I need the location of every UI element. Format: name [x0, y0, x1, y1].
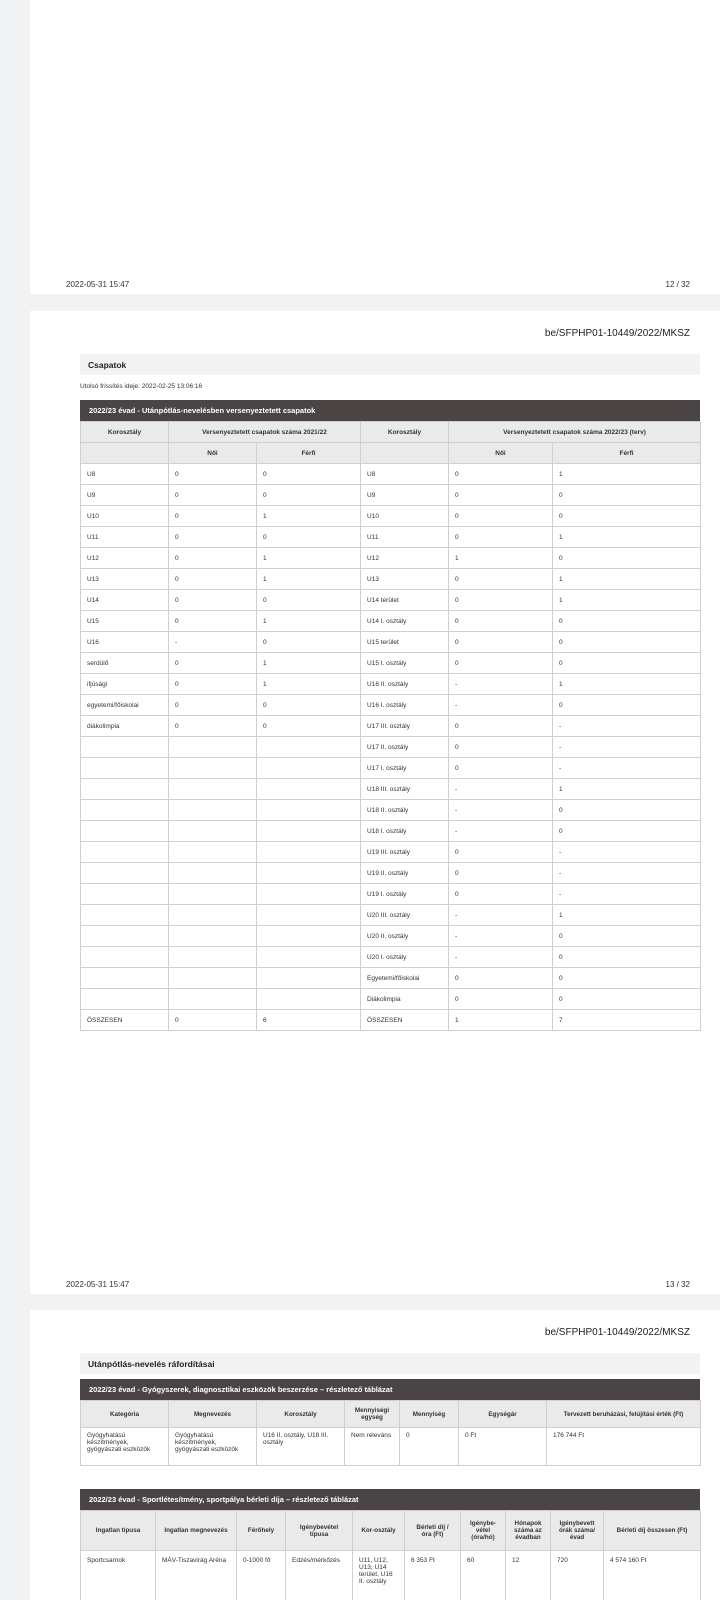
- table-header-cell: Bérleti díj összesen (Ft): [604, 1511, 701, 1551]
- table-cell: 0: [449, 737, 553, 758]
- table-row: [81, 737, 701, 758]
- table-cell: 0: [400, 1428, 459, 1466]
- table-header-cell: Ingatlan megnevezés: [156, 1511, 237, 1551]
- table-cell: U14: [81, 590, 169, 611]
- table-row: [81, 590, 701, 611]
- table-row: [81, 716, 701, 737]
- table-cell: [257, 821, 361, 842]
- table-cell: -: [449, 800, 553, 821]
- table-cell: [169, 989, 257, 1010]
- header-ferfi-2: Férfi: [553, 443, 701, 464]
- table-cell: 0: [169, 674, 257, 695]
- table-cell: U10: [81, 506, 169, 527]
- table-cell: 7: [553, 1010, 701, 1031]
- table-row: [81, 821, 701, 842]
- table-cell: U16 I. osztály: [361, 695, 449, 716]
- table-cell: -: [553, 842, 701, 863]
- table-cell: U9: [361, 485, 449, 506]
- footer-page-number: 12 / 32: [665, 280, 690, 289]
- table-cell: U20 III. osztály: [361, 905, 449, 926]
- table-cell: 0: [449, 842, 553, 863]
- table-row: [81, 1551, 701, 1600]
- table-cell: 0: [553, 968, 701, 989]
- table-cell: -: [449, 674, 553, 695]
- table-cell: -: [449, 947, 553, 968]
- table-cell: 0: [553, 485, 701, 506]
- rental-table-header-row: [81, 1511, 701, 1551]
- table-row: [81, 947, 701, 968]
- table-cell: U12: [81, 548, 169, 569]
- table-cell: [169, 884, 257, 905]
- table-cell: 0: [257, 485, 361, 506]
- table-cell: [169, 758, 257, 779]
- table-cell: [81, 800, 169, 821]
- table-row: [81, 527, 701, 548]
- table-cell: 0: [449, 989, 553, 1010]
- table-cell: 0: [257, 527, 361, 548]
- table-cell: 0: [169, 590, 257, 611]
- table-cell: [169, 737, 257, 758]
- header-ferfi: Férfi: [257, 443, 361, 464]
- table-cell: [81, 884, 169, 905]
- table-cell: [81, 821, 169, 842]
- table-cell: 1: [257, 653, 361, 674]
- table-cell: U20 II. osztály: [361, 926, 449, 947]
- table-cell: 1: [257, 611, 361, 632]
- table-cell: [81, 989, 169, 1010]
- table-row: [81, 884, 701, 905]
- table-cell: U9: [81, 485, 169, 506]
- table-cell: 0: [553, 800, 701, 821]
- table-cell: 60: [461, 1551, 506, 1600]
- table-cell: -: [553, 716, 701, 737]
- table-cell: 1: [449, 548, 553, 569]
- table-cell: U17 I. osztály: [361, 758, 449, 779]
- table-row: [81, 674, 701, 695]
- table-cell: Egyetemi/főiskolai: [361, 968, 449, 989]
- table-cell: [169, 842, 257, 863]
- table-cell: 176 744 Ft: [547, 1428, 701, 1466]
- table-row: [81, 800, 701, 821]
- section-title-raforditasok: Utánpótlás-nevelés ráfordításai: [80, 1353, 700, 1374]
- table-cell: 0: [553, 506, 701, 527]
- table-cell: U18 III. osztály: [361, 779, 449, 800]
- table-cell: 0: [257, 632, 361, 653]
- table-cell: 1: [449, 1010, 553, 1031]
- footer-date: 2022-05-31 15:47: [66, 280, 130, 289]
- table-cell: 0: [169, 548, 257, 569]
- table-header-cell: Ingatlan típusa: [81, 1511, 156, 1551]
- table-cell: [169, 863, 257, 884]
- table-cell: [169, 926, 257, 947]
- table-cell: 1: [553, 590, 701, 611]
- table-cell: U17 III. osztály: [361, 716, 449, 737]
- table-cell: U15 I. osztály: [361, 653, 449, 674]
- table-cell: 1: [553, 569, 701, 590]
- table-cell: [257, 842, 361, 863]
- table-header-cell: Egységár: [459, 1401, 547, 1428]
- table-cell: 0: [553, 926, 701, 947]
- table-cell: U13: [361, 569, 449, 590]
- table-cell: U10: [361, 506, 449, 527]
- table-header-cell: Igénybevett órák száma/évad: [551, 1511, 604, 1551]
- table-cell: 0 Ft: [459, 1428, 547, 1466]
- table-cell: U18 I. osztály: [361, 821, 449, 842]
- table-row: [81, 758, 701, 779]
- table-cell: [257, 884, 361, 905]
- table-cell: 0: [449, 590, 553, 611]
- table-header-cell: Férőhely: [237, 1511, 286, 1551]
- teams-table-body: [81, 464, 701, 1031]
- footer-date: 2022-05-31 15:47: [66, 1280, 130, 1289]
- table-cell: [257, 968, 361, 989]
- rental-table-title: 2022/23 évad - Sportlétesítmény, sportpálya bérleti díja – részletező táblázat: [80, 1489, 700, 1510]
- table-cell: [169, 968, 257, 989]
- table-cell: [81, 779, 169, 800]
- table-cell: U12: [361, 548, 449, 569]
- table-header-cell: Bérleti díj / óra (Ft): [405, 1511, 461, 1551]
- table-cell: Edzés/mérkőzés: [286, 1551, 353, 1600]
- table-cell: [257, 800, 361, 821]
- table-cell: 0: [553, 632, 701, 653]
- table-row: [81, 1010, 701, 1031]
- document-page-12: [30, 0, 720, 294]
- table-cell: 0: [553, 611, 701, 632]
- table-cell: 0: [169, 1010, 257, 1031]
- table-cell: [169, 905, 257, 926]
- table-cell: 1: [553, 527, 701, 548]
- table-cell: [81, 926, 169, 947]
- table-cell: 0: [169, 695, 257, 716]
- table-cell: 0: [449, 632, 553, 653]
- table-cell: U16 II. osztály: [361, 674, 449, 695]
- table-cell: 1: [553, 464, 701, 485]
- table-cell: 0: [169, 464, 257, 485]
- document-id: be/SFPHP01-10449/2022/MKSZ: [544, 1327, 690, 1338]
- table-cell: 0: [553, 548, 701, 569]
- table-cell: -: [553, 863, 701, 884]
- document-id: be/SFPHP01-10449/2022/MKSZ: [544, 328, 690, 339]
- header-teams-2022-23: Versenyeztetett csapatok száma 2022/23 (terv): [449, 422, 701, 443]
- table-cell: U20 I. osztály: [361, 947, 449, 968]
- table-cell: -: [449, 926, 553, 947]
- table-row: [81, 842, 701, 863]
- table-cell: -: [449, 779, 553, 800]
- table-cell: [169, 821, 257, 842]
- table-header-cell: Kategória: [81, 1401, 169, 1428]
- table-cell: U17 II. osztály: [361, 737, 449, 758]
- table-cell: -: [169, 632, 257, 653]
- table-cell: 0: [449, 485, 553, 506]
- table-cell: 0: [169, 611, 257, 632]
- table-cell: U8: [361, 464, 449, 485]
- table-cell: 1: [257, 548, 361, 569]
- table-header-cell: Hónapok száma az évadban: [506, 1511, 551, 1551]
- header-noi: Női: [169, 443, 257, 464]
- table-cell: 0: [169, 716, 257, 737]
- table-row: [81, 779, 701, 800]
- table-cell: serdülő: [81, 653, 169, 674]
- table-cell: diákolimpia: [81, 716, 169, 737]
- header-korosztaly-2: Korosztály: [361, 422, 449, 443]
- table-header-cell: Kor-osztály: [353, 1511, 405, 1551]
- table-cell: -: [449, 821, 553, 842]
- table-cell: 0: [449, 758, 553, 779]
- table-cell: U13: [81, 569, 169, 590]
- table-cell: 0: [553, 989, 701, 1010]
- table-cell: 0: [169, 506, 257, 527]
- table-row: [81, 569, 701, 590]
- document-page-13: [30, 311, 720, 1294]
- header-empty-2: [361, 443, 449, 464]
- table-row: [81, 926, 701, 947]
- table-row: [81, 968, 701, 989]
- table-cell: U15: [81, 611, 169, 632]
- table-cell: [257, 758, 361, 779]
- table-cell: -: [449, 695, 553, 716]
- section-title-csapatok: Csapatok: [80, 354, 700, 375]
- last-updated: Utolsó frissítés ideje: 2022-02-25 13:06:16: [80, 383, 203, 390]
- table-cell: 0: [449, 611, 553, 632]
- table-header-cell: Igénybevétel típusa: [286, 1511, 353, 1551]
- table-cell: U16 II. osztály, U18 III. osztály: [257, 1428, 345, 1466]
- table-row: [81, 1428, 701, 1466]
- medicine-table-header-row: [81, 1401, 701, 1428]
- table-cell: U19 III. osztály: [361, 842, 449, 863]
- table-row: [81, 464, 701, 485]
- table-cell: 0: [553, 947, 701, 968]
- table-cell: U18 II. osztály: [361, 800, 449, 821]
- table-header-cell: Igénybe-vétel (óra/hó): [461, 1511, 506, 1551]
- table-cell: [257, 863, 361, 884]
- table-cell: U8: [81, 464, 169, 485]
- table-cell: 0: [257, 464, 361, 485]
- header-empty: [81, 443, 169, 464]
- table-cell: 4 574 160 Ft: [604, 1551, 701, 1600]
- table-row: [81, 548, 701, 569]
- table-cell: 1: [257, 506, 361, 527]
- table-cell: 0: [449, 716, 553, 737]
- table-cell: 0: [257, 695, 361, 716]
- medicine-table-title: 2022/23 évad - Gyógyszerek, diagnosztikai eszközök beszerzése – részletező táblázat: [80, 1379, 700, 1400]
- table-row: [81, 506, 701, 527]
- table-cell: [169, 800, 257, 821]
- table-cell: egyetemi/főiskolai: [81, 695, 169, 716]
- table-cell: 0-1000 fő: [237, 1551, 286, 1600]
- table-cell: 0: [449, 884, 553, 905]
- table-cell: [81, 968, 169, 989]
- page-footer: [66, 1280, 690, 1289]
- table-cell: ifjúsági: [81, 674, 169, 695]
- table-cell: 1: [553, 905, 701, 926]
- table-cell: U14 terület: [361, 590, 449, 611]
- table-cell: [81, 947, 169, 968]
- table-header-cell: Megnevezés: [169, 1401, 257, 1428]
- table-cell: 720: [551, 1551, 604, 1600]
- table-cell: 0: [449, 506, 553, 527]
- table-cell: [81, 842, 169, 863]
- table-cell: U11: [361, 527, 449, 548]
- header-teams-2021-22: Versenyeztetett csapatok száma 2021/22: [169, 422, 361, 443]
- rental-table: [80, 1510, 701, 1600]
- table-cell: [169, 947, 257, 968]
- table-cell: U14 I. osztály: [361, 611, 449, 632]
- header-noi-2: Női: [449, 443, 553, 464]
- table-cell: [169, 779, 257, 800]
- table-cell: [81, 863, 169, 884]
- table-row: [81, 611, 701, 632]
- table-row: [81, 485, 701, 506]
- teams-table: [80, 421, 701, 1031]
- medicine-table: [80, 1400, 701, 1466]
- table-cell: [257, 989, 361, 1010]
- table-cell: Gyógyhatású készítmények, gyógyászati eszközök: [81, 1428, 169, 1466]
- table-row: [81, 905, 701, 926]
- table-row: [81, 653, 701, 674]
- table-cell: 0: [553, 653, 701, 674]
- table-cell: 0: [553, 695, 701, 716]
- table-cell: 0: [449, 653, 553, 674]
- table-cell: [257, 737, 361, 758]
- table-cell: 0: [169, 653, 257, 674]
- table-row: [81, 632, 701, 653]
- table-cell: MÁV-Tiszavirág Aréna: [156, 1551, 237, 1600]
- document-page-14: [30, 1310, 720, 1600]
- table-cell: U16: [81, 632, 169, 653]
- table-cell: 0: [449, 527, 553, 548]
- table-cell: 6 353 Ft: [405, 1551, 461, 1600]
- table-cell: 0: [449, 968, 553, 989]
- table-cell: Nem releváns: [345, 1428, 400, 1466]
- table-header-cell: Korosztály: [257, 1401, 345, 1428]
- table-cell: -: [449, 905, 553, 926]
- table-cell: ÖSSZESEN: [81, 1010, 169, 1031]
- table-cell: 1: [257, 569, 361, 590]
- table-cell: U11, U12, U13, U14 terület, U16 II. osztály: [353, 1551, 405, 1600]
- table-cell: 1: [553, 674, 701, 695]
- table-cell: -: [553, 884, 701, 905]
- table-row: [81, 863, 701, 884]
- table-cell: [81, 905, 169, 926]
- table-cell: 0: [169, 569, 257, 590]
- table-cell: Diákolimpia: [361, 989, 449, 1010]
- footer-page-number: 13 / 32: [665, 1280, 690, 1289]
- table-cell: [257, 926, 361, 947]
- table-cell: -: [553, 758, 701, 779]
- table-cell: 0: [257, 590, 361, 611]
- table-cell: 0: [257, 716, 361, 737]
- table-cell: 0: [169, 527, 257, 548]
- table-cell: Sportcsarnok: [81, 1551, 156, 1600]
- table-cell: 12: [506, 1551, 551, 1600]
- table-cell: 0: [449, 863, 553, 884]
- table-row: [81, 695, 701, 716]
- table-cell: 1: [257, 674, 361, 695]
- table-cell: -: [553, 737, 701, 758]
- table-cell: [257, 779, 361, 800]
- table-cell: Gyógyhatású készítmények, gyógyászati eszközök: [169, 1428, 257, 1466]
- table-cell: 6: [257, 1010, 361, 1031]
- table-cell: [257, 947, 361, 968]
- teams-table-title: 2022/23 évad - Utánpótlás-nevelésben versenyeztetett csapatok: [80, 400, 700, 421]
- table-cell: U15 terület: [361, 632, 449, 653]
- table-header-cell: Tervezett beruházási, felújítási érték (Ft): [547, 1401, 701, 1428]
- table-header-cell: Mennyiségi egység: [345, 1401, 400, 1428]
- table-cell: 0: [449, 464, 553, 485]
- header-korosztaly: Korosztály: [81, 422, 169, 443]
- page-footer: [66, 280, 690, 289]
- table-cell: 0: [449, 569, 553, 590]
- table-cell: 0: [553, 821, 701, 842]
- table-cell: ÖSSZESEN: [361, 1010, 449, 1031]
- table-cell: 1: [553, 779, 701, 800]
- table-cell: U11: [81, 527, 169, 548]
- table-cell: [81, 758, 169, 779]
- table-cell: U19 I. osztály: [361, 884, 449, 905]
- table-cell: [257, 905, 361, 926]
- table-cell: 0: [169, 485, 257, 506]
- table-header-cell: Mennyiség: [400, 1401, 459, 1428]
- table-cell: U19 II. osztály: [361, 863, 449, 884]
- table-row: [81, 989, 701, 1010]
- table-cell: [81, 737, 169, 758]
